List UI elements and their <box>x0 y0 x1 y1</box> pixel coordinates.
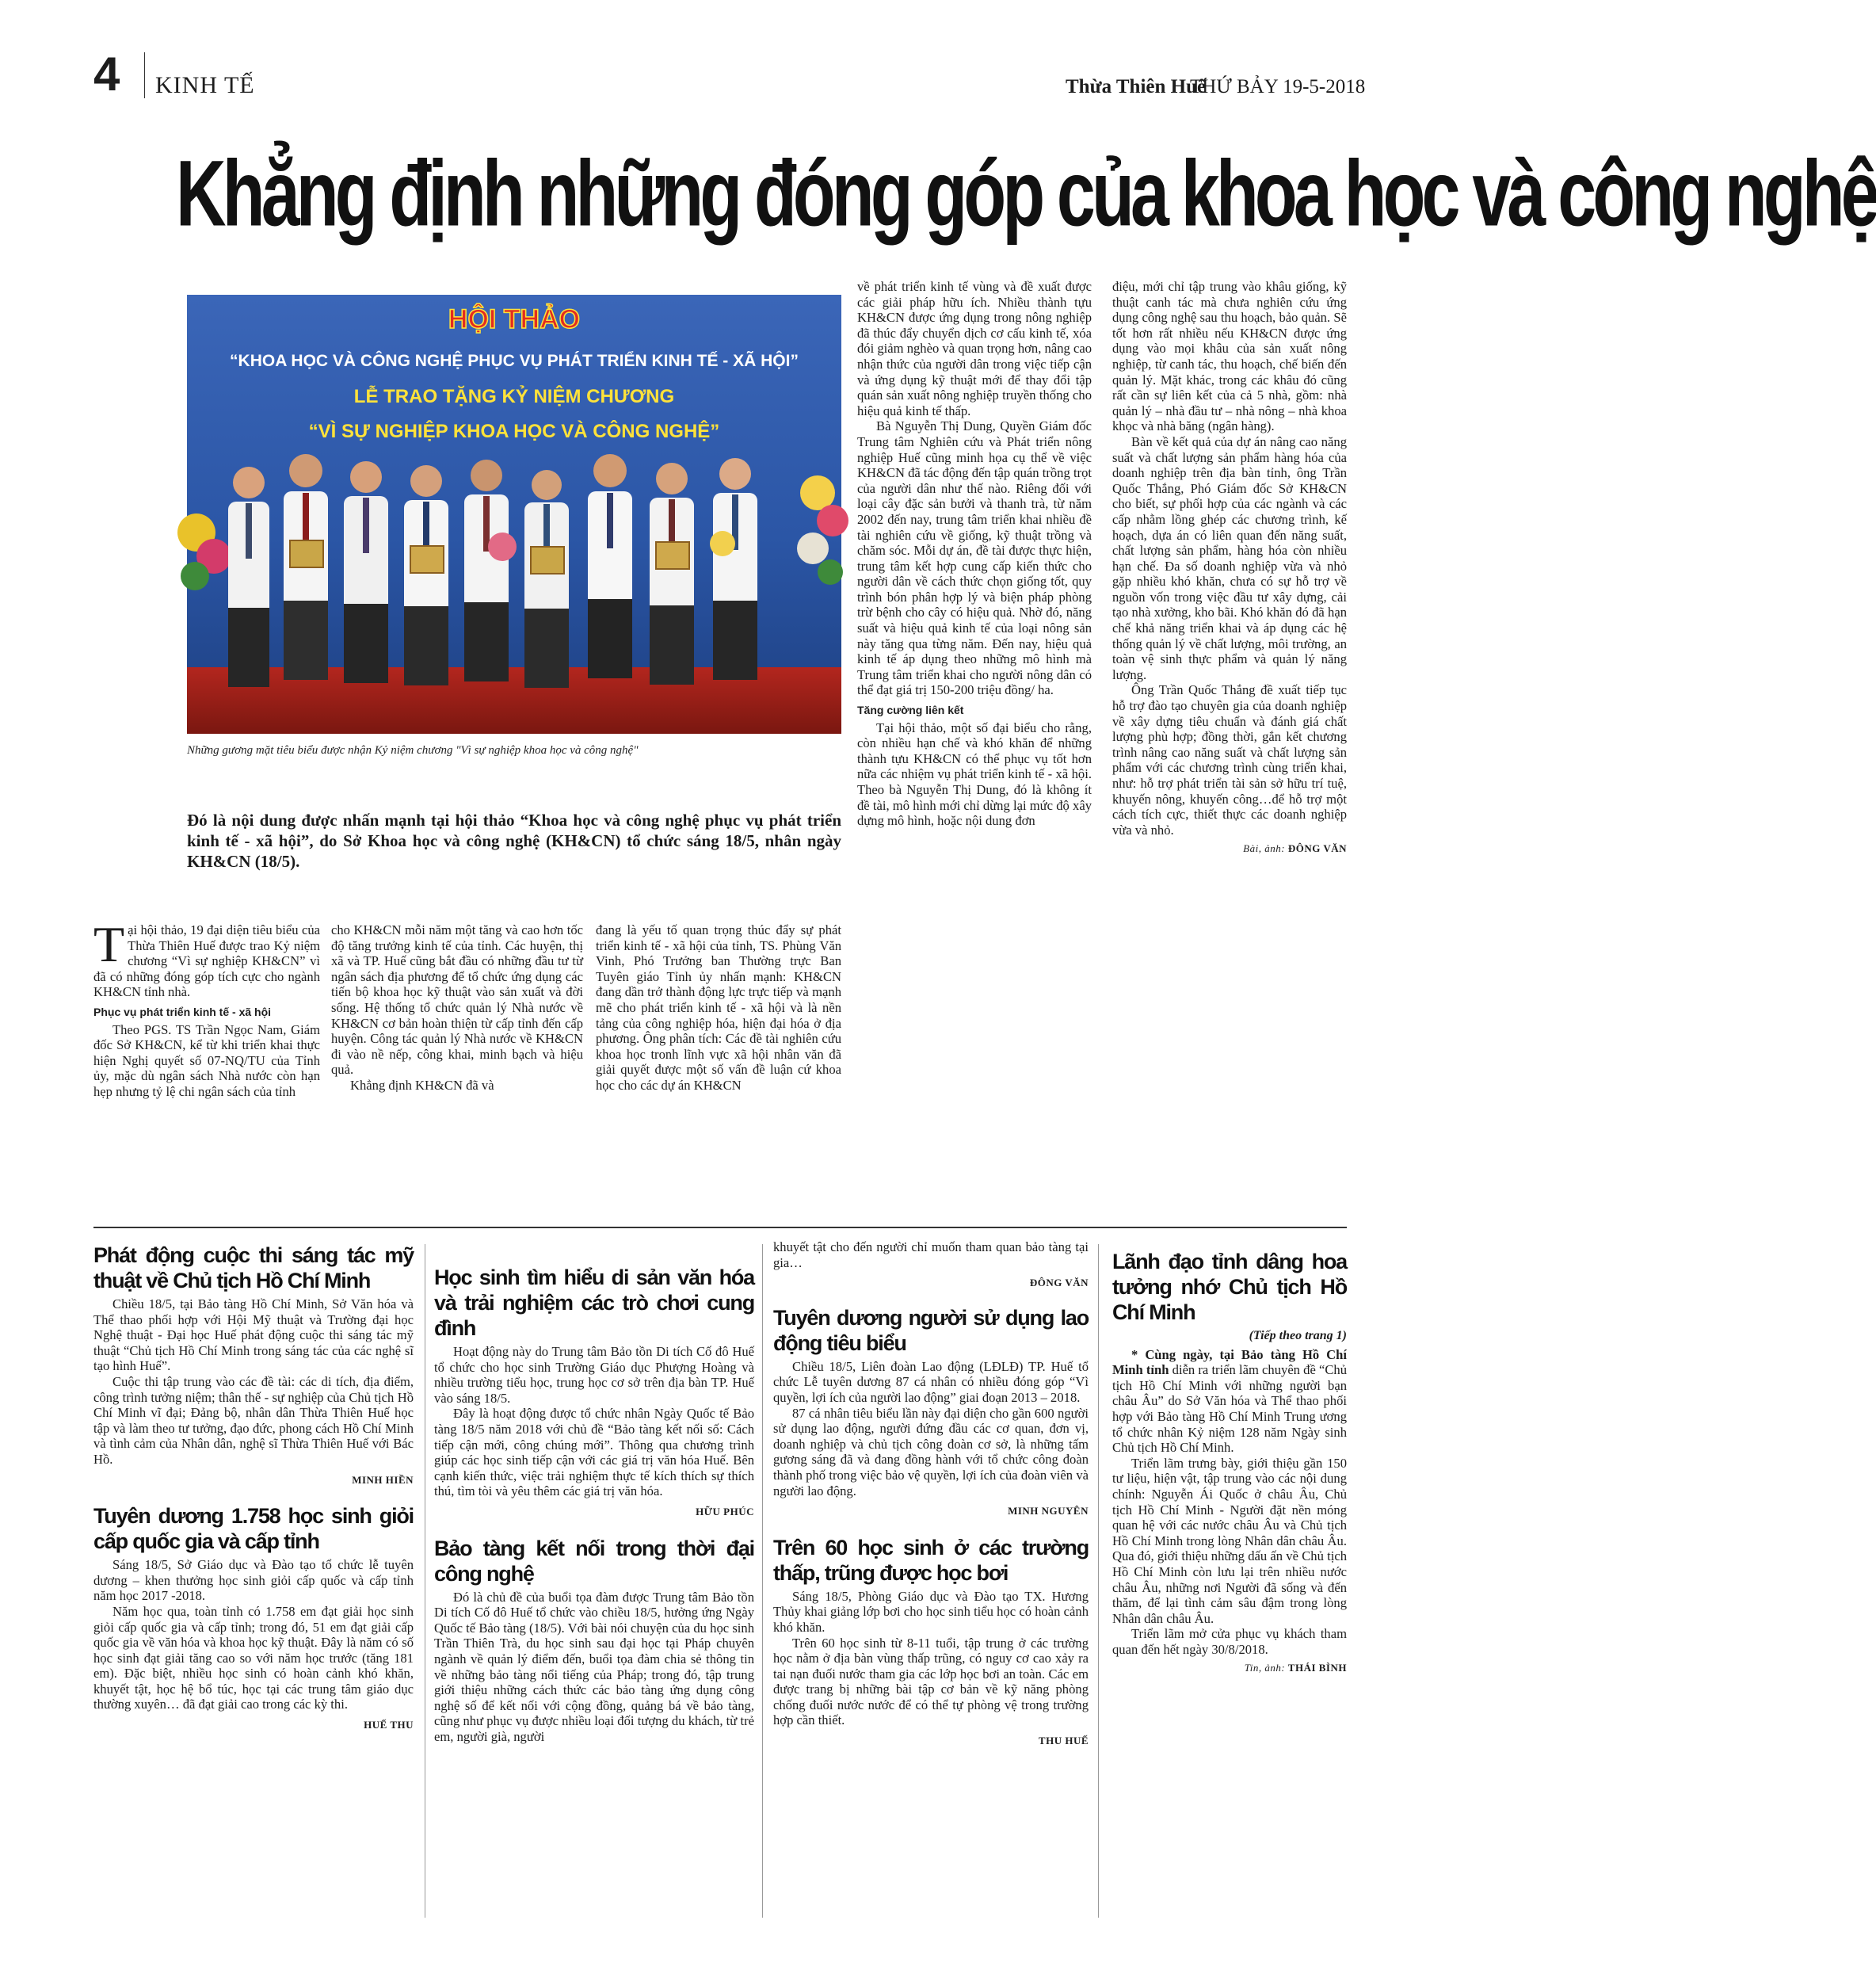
brief-paragraph: Chiều 18/5, Liên đoàn Lao động (LĐLĐ) TP. Huế tổ chức Lễ tuyên dương 87 cá nhân có nhiều đóng góp “Vì quyền, lợi ích của người lao động” giai đoạn 2013 – 2018. <box>773 1358 1089 1405</box>
article-paragraph: Tại hội thảo, một số đại biểu cho rằng, còn nhiều hạn chế và khó khăn để những thành tựu KH&CN có thể phục vụ tốt hơn nữa các nhiệm vụ phát triển kinh tế - xã hội. Theo bà Nguyễn Thị Dung, đó là không ít đề tài, mô hình mới chỉ dừng lại mức độ xây dựng mô hình, hoặc nội dung đơn <box>857 720 1092 829</box>
article-column-1 <box>93 916 320 1100</box>
banner-line1: “KHOA HỌC VÀ CÔNG NGHỆ PHỤC VỤ PHÁT TRIỂN KINH TẾ - XÃ HỘI” <box>230 352 799 370</box>
section-label: KINH TẾ <box>155 72 255 98</box>
brief-byline: HUẾ THU <box>364 1719 414 1731</box>
brief-column-1 <box>93 1243 414 1733</box>
person <box>524 470 569 688</box>
brief-title: Bảo tàng kết nối trong thời đại công nghệ <box>434 1536 754 1586</box>
brief-paragraph: Đây là hoạt động được tổ chức nhân Ngày Quốc tế Bảo tàng 18/5 năm 2018 với chủ đề “Bảo tàng kết nối số: Cách tiếp cận mới, công chúng mới”. Thông qua chương trình giúp các học sinh tiếp cận với các giá trị văn hóa Huế. Bên cạnh kiến thức, việc trải nghiệm thực tế kích thích sự thích thú, tìm tòi và yêu thêm các giá trị văn hóa. <box>434 1406 754 1499</box>
brief-paragraph: Trên 60 học sinh từ 8-11 tuổi, tập trung ở các trường học nằm ở địa bàn vùng thấp trũng, có nguy cơ cao xảy ra tai nạn đuối nước tham gia các lớp học bơi an toàn. Các em được trang bị những bài tập cơ bản về kỹ năng phòng chống đuối nước nước để có thể tự phòng vệ trong trường hợp cần thiết. <box>773 1635 1089 1728</box>
article-paragraph: về phát triển kinh tế vùng và đề xuất được các giải pháp hữu ích. Nhiều thành tựu KH&CN được ứng dụng trong nông nghiệp đã thúc đẩy chuyển dịch cơ cấu kinh tế, xóa đói giảm nghèo và quan trọng hơn, nâng cao nhận thức của người dân trong việc tiếp cận và ứng dụng kỹ thuật mới để thay đổi tập quán sản xuất nông nghiệp truyền thống cho hiệu quả kinh tế thấp. <box>857 279 1092 418</box>
headline: Khẳng định những đóng góp của khoa học và công nghệ <box>176 141 1876 246</box>
article-paragraph: điệu, mới chỉ tập trung vào khâu giống, kỹ thuật canh tác mà chưa nghiên cứu ứng dụng công nghệ sau thu hoạch, bảo quản. Sẽ tốt hơn rất nhiều nếu KH&CN được ứng dụng vào mọi khâu của sản xuất nông nghiệp, từ canh tác, thu hoạch, chế biến đến quản lý. Mặt khác, trong các khâu đó cũng rất cần sự liên kết của cả 5 nhà, gồm: nhà quản lý – nhà đầu tư – nhà nông – nhà khoa khọc và nhà băng (ngân hàng). <box>1112 279 1347 434</box>
byline-label: Bài, ảnh: <box>1243 842 1286 855</box>
banner-title: HỘI THẢO <box>448 304 581 334</box>
brief-byline: ĐÔNG VĂN <box>1029 1277 1089 1289</box>
banner-line2: LỄ TRAO TẶNG KỶ NIỆM CHƯƠNG <box>353 386 675 407</box>
brief-column-2 <box>434 1265 754 1744</box>
section-separator <box>93 1227 1347 1228</box>
brief-title: Học sinh tìm hiểu di sản văn hóa và trải nghiệm các trò chơi cung đình <box>434 1265 754 1340</box>
brief-paragraph: Đó là chủ đề của buổi tọa đàm được Trung tâm Bảo tồn Di tích Cố đô Huế tổ chức vào chiều 18/5, hưởng ứng Ngày Quốc tế Bảo tàng (18/5). Với bài nói chuyện của du học sinh Trần Thiên Trà, du học sinh sau đại học tại Pháp chuyên ngành về quản lý điểm đến, buổi tọa đàm chia sẻ thông tin về những bảo tàng nổi tiếng của Pháp; trong đó, tập trung giới thiệu những cách thức các bảo tàng ứng dụng công nghệ số để kết nối với cộng đồng, quảng bá về bảo tàng, cũng như phục vụ được nhiều loại đối tượng du khách, từ trẻ em, người già, người <box>434 1589 754 1744</box>
brief-byline: MINH HIỀN <box>352 1473 414 1486</box>
event-photo-scene <box>187 295 841 734</box>
brief-lead-in: * Cùng ngày, tại Bảo tàng Hồ Chí Minh tỉnh <box>1112 1346 1347 1378</box>
article-paragraph: Theo PGS. TS Trần Ngọc Nam, Giám đốc Sở KH&CN, kể từ khi triển khai thực hiện Nghị quyết số 07-NQ/TU của Tỉnh ủy, mặc dù ngân sách Nhà nước còn hạn hẹp nhưng tỷ lệ chi ngân sách của tỉnh <box>93 1021 320 1099</box>
byline-name: THÁI BÌNH <box>1287 1662 1347 1674</box>
brief-paragraph: Sáng 18/5, Phòng Giáo dục và Đào tạo TX. Hương Thủy khai giảng lớp bơi cho học sinh tiểu học có hoàn cảnh khó khăn. <box>773 1588 1089 1635</box>
brief-paragraph <box>1112 1347 1347 1456</box>
article-paragraph: Bàn về kết quả của dự án nâng cao năng suất và chất lượng sản phẩm hàng hóa của doanh nghiệp trên địa bàn tỉnh, ông Trần Quốc Thắng, Phó Giám đốc Sở KH&CN cho biết, sự phối hợp của các ngành và các cấp nhằm lồng ghép các chương trình, kế hoạch, dựa án có liên quan đến năng suất, chất lượng sản phẩm, hàng hóa còn nhiều hạn chế. Đa số doanh nghiệp vừa và nhỏ gặp nhiều khó khăn, chưa có sự hỗ trợ về nguồn vốn trong việc đầu tư xây dựng, cải tạo nhà xưởng, kho bãi. Khó khăn đó đã hạn chế khả năng triển khai và áp dụng các hệ thống quản lý về chất lượng, môi trường, an toàn vệ sinh thực phẩm và quản lý năng lượng. <box>1112 433 1347 682</box>
lead-paragraph: Đó là nội dung được nhấn mạnh tại hội thảo “Khoa học và công nghệ phục vụ phát triển kinh tế - xã hội”, do Sở Khoa học và công nghệ (KH&CN) tổ chức sáng 18/5, nhân ngày KH&CN (18/5). <box>187 811 841 871</box>
brief-divider <box>762 1244 763 1918</box>
brief-title: Trên 60 học sinh ở các trường thấp, trũng được học bơi <box>773 1535 1089 1585</box>
brief-paragraph: 87 cá nhân tiêu biểu lần này đại diện cho gần 600 người sử dụng lao động, người đứng đầu các cơ quan, đơn vị, doanh nghiệp và chủ tịch công đoàn cơ sở, là những tấm gương sáng đã và đang đồng hành với tổ chức công đoàn thành phố trong việc bảo vệ quyền, lợi ích của đoàn viên và người lao động. <box>773 1405 1089 1498</box>
byline-name: ĐÔNG VĂN <box>1287 842 1347 855</box>
page-number: 4 <box>93 48 120 101</box>
brief-lead-rest: diễn ra triển lãm chuyên đề “Chủ tịch Hồ Chí Minh với những người bạn châu Âu” do Sở Văn hóa và Thể thao phối hợp với Bảo tàng Hồ Chí Minh Trung ương tổ chức nhân Kỷ niệm 128 năm Ngày sinh Chủ tịch Hồ Chí Minh. <box>1112 1362 1347 1456</box>
brief-byline: MINH NGUYÊN <box>1008 1505 1089 1517</box>
banner-line3: “VÌ SỰ NGHIỆP KHOA HỌC VÀ CÔNG NGHỆ” <box>308 421 720 442</box>
brief-paragraph: Triển lãm mở cửa phục vụ khách tham quan đến hết ngày 30/8/2018. <box>1112 1626 1347 1657</box>
brief-title: Tuyên dương 1.758 học sinh giỏi cấp quốc gia và cấp tỉnh <box>93 1504 414 1554</box>
brief-title: Tuyên dương người sử dụng lao động tiêu biểu <box>773 1305 1089 1355</box>
article-paragraph: Khẳng định KH&CN đã và <box>350 1077 494 1093</box>
brief-title: Lãnh đạo tỉnh dâng hoa tưởng nhớ Chủ tịch Hồ Chí Minh <box>1112 1250 1347 1324</box>
headline-wrap <box>176 141 1876 246</box>
section-subhead: Tăng cường liên kết <box>857 704 964 717</box>
brief-paragraph: Chiều 18/5, tại Bảo tàng Hồ Chí Minh, Sở Văn hóa và Thể thao phối hợp với Hội Mỹ thuật và Trường đại học Nghệ thuật - Đại học Huế phát động cuộc thi sáng tác mỹ thuật “Chủ tịch Hồ Chí Minh trong sáng tác của các nghệ sĩ tạo hình Huế”. <box>93 1296 414 1374</box>
brief-column-3 <box>773 1239 1089 1749</box>
brief-byline <box>1112 1660 1347 1676</box>
byline-label: Tin, ảnh: <box>1244 1662 1286 1674</box>
brief-paragraph: Triển lãm trưng bày, giới thiệu gần 150 tư liệu, hiện vật, tập trung vào các nội dung chính: Nguyễn Ái Quốc ở châu Âu, Chủ tịch Hồ Chí Minh - Người đặt nền móng quan hệ với các nước châu Âu và Chủ tịch Hồ Chí Minh trong lòng Nhân dân châu Âu. Qua đó, giới thiệu những dấu ấn về Chủ tịch Hồ Chí Minh còn lưu lại trên nhiều nước châu Âu, những nơi Người đã sống và đến thăm, để lại tình cảm sâu đậm trong lòng Nhân dân châu Âu. <box>1112 1455 1347 1626</box>
header-divider <box>144 52 145 98</box>
brief-paragraph: Cuộc thi tập trung vào các đề tài: các di tích, địa điểm, công trình tưởng niệm; thân thế - sự nghiệp của Chủ tịch Hồ Chí Minh vĩ đại; Đảng bộ, nhân dân Thừa Thiên Huế học tập và làm theo tư tưởng, đạo đức, phong cách Hồ Chí Minh và tình cảm của Nhân dân, nghệ sĩ Thừa Thiên Huế với Bác Hồ. <box>93 1373 414 1467</box>
article-paragraph: Bà Nguyễn Thị Dung, Quyền Giám đốc Trung tâm Nghiên cứu và Phát triển nông nghiệp Huế cũng minh họa cụ thể về việc KH&CN đã tác động đến tập quán trồng trọt của người dân như thế nào. Riêng đối với loại cây đặc sản bưởi và thanh trà, từ năm 2002 đến nay, trung tâm triển khai nhiều đề tài nghiên cứu về giống, kỹ thuật trồng và chăm sóc. Mỗi dự án, đề tài được thực hiện, trung tâm kết hợp cung cấp kiến thức cho người dân về cách thức chọn giống tốt, quy trình bón phân hợp lý và biện pháp phòng trừ bệnh cho cây có hiệu quả. Nhờ đó, năng suất và hiệu quả kinh tế của loại nông sản này tăng qua từng năm. Đến nay, hiệu quả kinh tế áp dụng theo những mô hình mà Trung tâm triển khai cho người nông dân có thể đạt giá trị 150-200 triệu đồng/ ha. <box>857 418 1092 698</box>
article-column-3 <box>596 922 841 1094</box>
section-subhead: Phục vụ phát triển kinh tế - xã hội <box>93 1005 272 1018</box>
article-paragraph: ại hội thảo, 19 đại diện tiêu biểu của Thừa Thiên Huế được trao Kỷ niệm chương “Vì sự nghiệp KH&CN” vì đã có những đóng góp tích cực cho ngành KH&CN tỉnh nhà. <box>93 922 320 1000</box>
article-byline <box>1112 841 1347 857</box>
dropcap: T <box>93 916 125 972</box>
article-paragraph: đang là yếu tố quan trọng thúc đẩy sự phát triển kinh tế - xã hội của tỉnh, TS. Phùng Văn Vinh, Phó Trưởng ban Thường trực Ban Tuyên giáo Tỉnh ủy nhấn mạnh: KH&CN đang dần trở thành động lực trực tiếp và mạnh mẽ cho phát triển kinh tế - xã hội và là nền tảng của công nghiệp hóa, hiện đại hóa ở địa phương. Ông phân tích: Các đề tài nghiên cứu khoa học tronh lĩnh vực xã hội nhân văn đã giải quyết được một số vấn đề luận cứ khoa học cho các dự án KH&CN <box>596 922 841 1093</box>
article-column-2 <box>331 922 583 1094</box>
article-column-5 <box>1112 279 1347 857</box>
brief-title: Phát động cuộc thi sáng tác mỹ thuật về Chủ tịch Hồ Chí Minh <box>93 1243 414 1292</box>
brief-paragraph: khuyết tật cho đến người chỉ muốn tham quan bảo tàng tại gia… <box>773 1239 1089 1270</box>
article-paragraph: cho KH&CN mỗi năm một tăng và cao hơn tốc độ tăng trưởng kinh tế của tỉnh. Các huyện, thị xã và TP. Huế cũng bắt đầu có những đầu tư từ ngân sách địa phương để tổ chức ứng dụng các tiến bộ khoa học kỹ thuật vào sản xuất và đời sống. Hệ thống tổ chức quản lý Nhà nước về KH&CN cơ bản hoàn thiện từ cấp tỉnh đến cấp huyện. Công tác quản lý Nhà nước về KH&CN đi vào nề nếp, công khai, minh bạch và hiệu quả. <box>331 922 583 1078</box>
brief-byline: THU HUẾ <box>1038 1735 1089 1747</box>
masthead: Thừa Thiên Huế <box>1066 76 1207 97</box>
article-paragraph: Ông Trần Quốc Thắng đề xuất tiếp tục hỗ trợ đào tạo chuyên gia của doanh nghiệp về xây dựng tiêu chuẩn và đánh giá chất lượng phù hợp; đồng thời, gắn kết chương trình nâng cao năng suất và chất lượng sản phẩm với các chương trình cùng triển khai, như: hỗ trợ phát triển tài sản sở hữu trí tuệ, khuyến nông, khuyến công…để hỗ trợ một cách tích cực, thiết thực các doanh nghiệp vừa và nhỏ. <box>1112 682 1347 838</box>
continued-note: (Tiếp theo trang 1) <box>1249 1329 1347 1342</box>
brief-paragraph: Sáng 18/5, Sở Giáo dục và Đào tạo tổ chức lễ tuyên dương – khen thưởng học sinh giỏi cấp quốc và cấp tỉnh năm học 2017 -2018. <box>93 1557 414 1604</box>
event-photo <box>187 295 841 734</box>
brief-divider <box>1098 1244 1099 1918</box>
article-column-4 <box>857 279 1092 829</box>
brief-column-4 <box>1112 1249 1347 1676</box>
photo-caption: Những gương mặt tiêu biểu được nhận Kỷ niệm chương "Vì sự nghiệp khoa học và công nghệ" <box>187 744 639 757</box>
brief-paragraph: Năm học qua, toàn tỉnh có 1.758 em đạt giải học sinh giỏi cấp quốc gia và cấp tỉnh; trong đó, 51 em đạt giải cấp quốc gia về văn hóa và khoa học kỹ thuật. Đây là năm có số học sinh đạt giải tăng cao so với năm học trước (tăng 181 em). Đặc biệt, nhiều học sinh có hoàn cảnh khó khăn, khuyết tật, học hệ bổ túc, học tại các trung tâm giáo dục thường xuyên… đã đạt giải cao trong các kỳ thi. <box>93 1603 414 1712</box>
brief-paragraph: Hoạt động này do Trung tâm Bảo tồn Di tích Cố đô Huế tổ chức cho học sinh Trường Giáo dục Phượng Hoàng và nhiều trường tiểu học, trung học cơ sở trên địa bàn TP. Huế vào sáng 18/5. <box>434 1344 754 1406</box>
brief-byline: HỮU PHÚC <box>696 1505 754 1517</box>
issue-date: THỨ BẢY 19-5-2018 <box>1190 76 1366 97</box>
